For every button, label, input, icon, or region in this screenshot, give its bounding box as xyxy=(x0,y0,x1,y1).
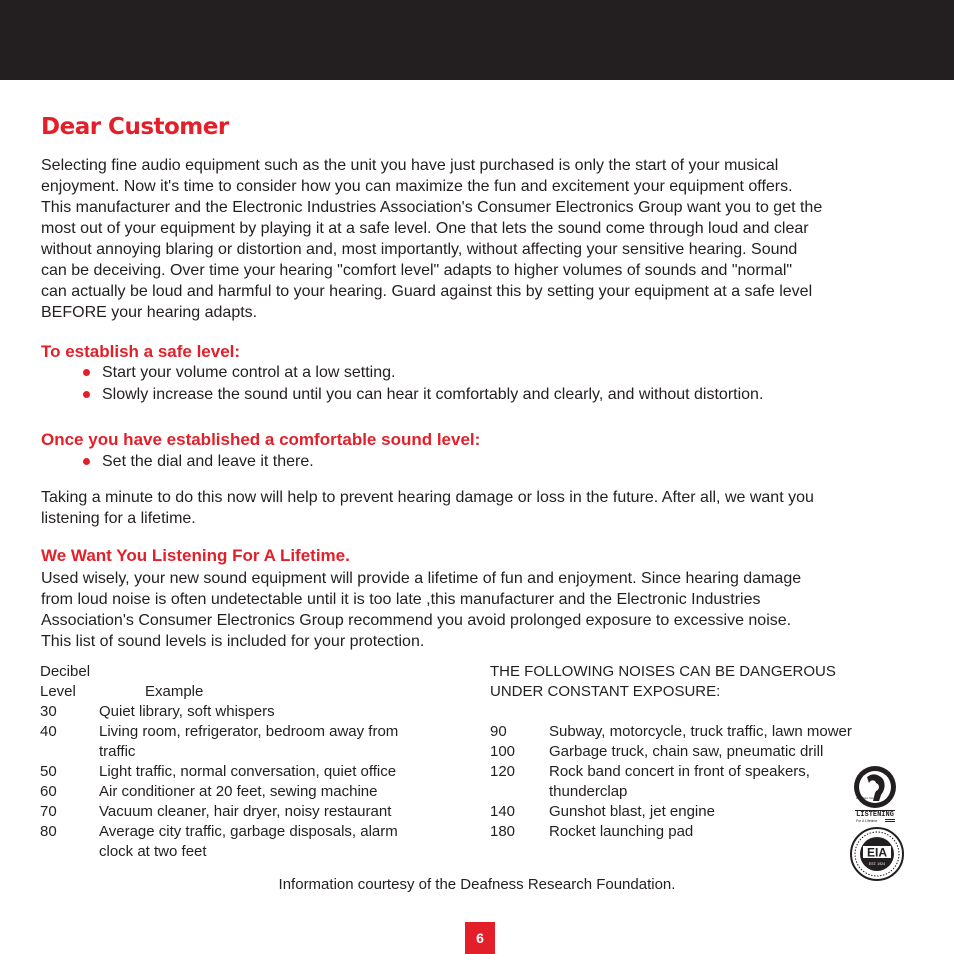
decibel-value: 40 xyxy=(40,723,57,740)
comfortable-level-list xyxy=(81,451,314,473)
intro-line: BEFORE your hearing adapts. xyxy=(41,304,258,321)
example-text: Vacuum cleaner, hair dryer, noisy restaurant xyxy=(99,803,392,820)
decibel-table-dangerous xyxy=(490,662,910,842)
dangerous-header: UNDER CONSTANT EXPOSURE: xyxy=(490,683,721,700)
example-text: Subway, motorcycle, truck traffic, lawn mower xyxy=(549,723,852,740)
decibel-table-safe xyxy=(40,662,450,862)
table-row-continued xyxy=(40,842,450,862)
table-header xyxy=(40,682,450,702)
example-text: Rocket launching pad xyxy=(549,823,694,840)
example-text: Garbage truck, chain saw, pneumatic drill xyxy=(549,743,824,760)
table-row xyxy=(490,762,910,782)
example-text: Average city traffic, garbage disposals, alarm xyxy=(99,823,398,840)
example-text: Quiet library, soft whispers xyxy=(99,703,275,720)
decibel-value: 140 xyxy=(490,803,516,820)
paragraph-line: from loud noise is often undetectable until it is too late ,this manufacturer and the Electronic Industries xyxy=(41,591,761,608)
intro-line: can be deceiving. Over time your hearing "comfort level" adapts to higher volumes of sounds and "normal" xyxy=(41,262,793,279)
paragraph-line: Taking a minute to do this now will help to prevent hearing damage or loss in the future. After all, we want you xyxy=(41,489,814,506)
decibel-value: 70 xyxy=(40,803,57,820)
table-row xyxy=(40,762,450,782)
spacer-row xyxy=(490,702,910,722)
paragraph-line: Used wisely, your new sound equipment will provide a lifetime of fun and enjoyment. Since hearing damage xyxy=(41,570,802,587)
table-row xyxy=(490,802,910,822)
intro-line: most out of your equipment by playing it at a safe level. One that lets the sound come through loud and clear xyxy=(41,220,809,237)
table-header xyxy=(490,662,910,682)
table-row xyxy=(490,742,910,762)
list-item-text: Start your volume control at a low setting. xyxy=(102,364,396,381)
bullet-icon xyxy=(83,369,90,376)
listening-lifetime-logo xyxy=(853,765,897,825)
example-text: Gunshot blast, jet engine xyxy=(549,803,715,820)
header-decibel: Decibel xyxy=(40,663,91,680)
bullet-icon xyxy=(83,391,90,398)
intro-line: Selecting fine audio equipment such as the unit you have just purchased is only the start of your musical xyxy=(41,157,779,174)
table-row xyxy=(40,802,450,822)
intro-paragraph xyxy=(41,155,822,323)
table-row-continued xyxy=(40,742,450,762)
intro-line: This manufacturer and the Electronic Industries Association's Consumer Electronics Group want you to get the xyxy=(41,199,823,216)
dangerous-header: THE FOLLOWING NOISES CAN BE DANGEROUS xyxy=(490,663,836,680)
safe-level-heading: To establish a safe level: xyxy=(41,342,241,361)
logo-est-text: EST. 1924 xyxy=(868,862,886,866)
header-level: Level xyxy=(40,683,76,700)
decibel-value: 100 xyxy=(490,743,516,760)
table-row xyxy=(490,822,910,842)
table-row xyxy=(40,722,450,742)
decibel-value: 120 xyxy=(490,763,516,780)
example-text: clock at two feet xyxy=(99,843,207,860)
lifetime-paragraph xyxy=(41,568,801,652)
table-row-continued xyxy=(490,782,910,802)
header-example: Example xyxy=(145,683,204,700)
example-text: Light traffic, normal conversation, quiet office xyxy=(99,763,397,780)
decibel-value: 60 xyxy=(40,783,57,800)
page-number: 6 xyxy=(465,922,495,954)
top-bar xyxy=(0,0,954,80)
eia-seal-logo xyxy=(850,827,904,881)
list-item xyxy=(81,384,763,406)
table-row xyxy=(40,782,450,802)
logo-listening-word: LISTENING xyxy=(856,811,894,819)
decibel-value: 50 xyxy=(40,763,57,780)
list-item xyxy=(81,362,763,384)
decibel-value: 90 xyxy=(490,723,507,740)
footnote: Information courtesy of the Deafness Research Foundation. xyxy=(278,876,676,893)
taking-minute-paragraph xyxy=(41,487,814,529)
logo-eia-text: EIA xyxy=(866,845,888,860)
safe-level-list xyxy=(81,362,763,406)
bullet-icon xyxy=(83,458,90,465)
page-title: Dear Customer xyxy=(41,114,229,140)
intro-line: without annoying blaring or distortion and, most importantly, without affecting your sensitive hearing. Sound xyxy=(41,241,798,258)
table-row xyxy=(40,702,450,722)
list-item xyxy=(81,451,314,473)
table-header xyxy=(490,682,910,702)
list-item-text: Slowly increase the sound until you can hear it comfortably and clearly, and without distortion. xyxy=(102,386,764,403)
table-row xyxy=(490,722,910,742)
decibel-value: 80 xyxy=(40,823,57,840)
example-text: Living room, refrigerator, bedroom away from xyxy=(99,723,399,740)
paragraph-line: listening for a lifetime. xyxy=(41,510,196,527)
example-text: traffic xyxy=(99,743,136,760)
paragraph-line: This list of sound levels is included for your protection. xyxy=(41,633,425,650)
logo-small-text: We Want You xyxy=(856,796,875,800)
table-header xyxy=(40,662,450,682)
decibel-value: 180 xyxy=(490,823,516,840)
intro-line: enjoyment. Now it's time to consider how you can maximize the fun and excitement your equipment offers. xyxy=(41,178,793,195)
list-item-text: Set the dial and leave it there. xyxy=(102,453,314,470)
logo-small-text: For A Lifetime xyxy=(856,819,878,823)
table-row xyxy=(40,822,450,842)
comfortable-level-heading: Once you have established a comfortable sound level: xyxy=(41,430,481,449)
paragraph-line: Association's Consumer Electronics Group recommend you avoid prolonged exposure to excessive noise. xyxy=(41,612,792,629)
example-text: thunderclap xyxy=(549,783,628,800)
decibel-value: 30 xyxy=(40,703,57,720)
example-text: Air conditioner at 20 feet, sewing machine xyxy=(99,783,378,800)
intro-line: can actually be loud and harmful to your hearing. Guard against this by setting your equipment at a safe level xyxy=(41,283,813,300)
example-text: Rock band concert in front of speakers, xyxy=(549,763,810,780)
lifetime-heading: We Want You Listening For A Lifetime. xyxy=(41,546,350,565)
